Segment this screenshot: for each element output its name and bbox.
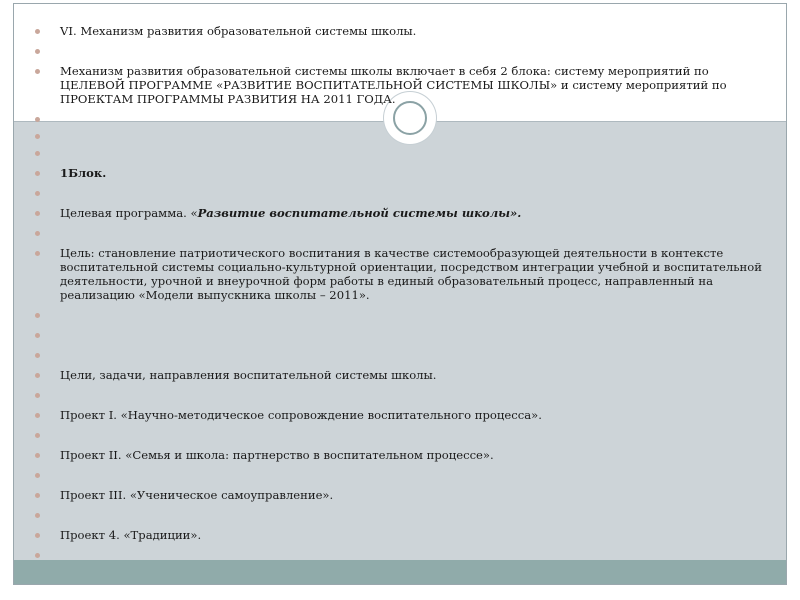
bullet-icon xyxy=(35,211,40,216)
list-item xyxy=(32,408,772,422)
list-item xyxy=(32,24,772,38)
list-item xyxy=(32,548,772,562)
project-1: Проект I. «Научно-методическое сопровождение воспитательного процесса». xyxy=(60,408,542,422)
bullet-icon xyxy=(35,69,40,74)
bullet-icon xyxy=(35,533,40,538)
bullet-icon xyxy=(35,333,40,338)
bullet-icon xyxy=(35,191,40,196)
bullet-icon xyxy=(35,413,40,418)
bullet-icon xyxy=(35,513,40,518)
list-item xyxy=(32,508,772,522)
list-item xyxy=(32,448,772,462)
list-item xyxy=(32,348,772,362)
bullet-icon xyxy=(35,313,40,318)
intro-text: Механизм развития образовательной системы школы включает в себя 2 блока: систему мероприятий по ЦЕЛЕВОЙ ПРОГРАММЕ «РАЗВИТИЕ ВОСПИТАТЕЛЬНОЙ СИСТЕМЫ ШКОЛЫ» и систему мероприятий по ПРОЕКТАМ ПРОГРАММЫ РАЗВИТИЯ НА 2011 ГОДА. xyxy=(60,64,727,106)
project-3: Проект III. «Ученическое самоуправление». xyxy=(60,488,334,502)
bullet-icon xyxy=(35,473,40,478)
list-item xyxy=(32,368,772,382)
bullet-icon xyxy=(35,433,40,438)
goals-heading: Цели, задачи, направления воспитательной системы школы. xyxy=(60,368,437,382)
list-item xyxy=(32,64,772,106)
list-item xyxy=(32,146,772,160)
list-item xyxy=(32,388,772,402)
bullet-icon xyxy=(35,251,40,256)
list-item xyxy=(32,308,772,322)
list-item xyxy=(32,129,772,143)
bullet-icon xyxy=(35,231,40,236)
bullet-icon xyxy=(35,553,40,558)
block-heading: 1Блок. xyxy=(60,166,107,180)
list-item xyxy=(32,206,772,220)
list-item xyxy=(32,428,772,442)
bullet-icon xyxy=(35,29,40,34)
list-item xyxy=(32,488,772,502)
list-item xyxy=(32,528,772,542)
bullet-icon xyxy=(35,171,40,176)
bullet-icon xyxy=(35,493,40,498)
list-item xyxy=(32,166,772,180)
list-item xyxy=(32,112,772,126)
list-item xyxy=(32,226,772,240)
bullet-icon xyxy=(35,151,40,156)
slide-content xyxy=(32,24,772,568)
list-item xyxy=(32,44,772,58)
bullet-icon xyxy=(35,117,40,122)
bullet-icon xyxy=(35,373,40,378)
bullet-icon xyxy=(35,134,40,139)
bullet-icon xyxy=(35,353,40,358)
slide-title: VI. Механизм развития образовательной системы школы. xyxy=(60,24,417,38)
project-4: Проект 4. «Традиции». xyxy=(60,528,202,542)
goal-text: Цель: становление патриотического воспитания в качестве системообразующей деятельности в контексте воспитательной системы социально-культурной ориентации, посредством интеграции учебной и воспитательной деятельности, урочной и внеурочной форм работы в единый образовательный процесс, направленный на реализацию «Модели выпускника школы – 2011». xyxy=(60,246,762,302)
bullet-icon xyxy=(35,49,40,54)
list-item xyxy=(32,186,772,200)
bullet-icon xyxy=(35,393,40,398)
slide xyxy=(13,3,787,585)
target-program-name: Развитие воспитательной системы школы». xyxy=(197,206,522,220)
list-item xyxy=(32,468,772,482)
bullet-icon xyxy=(35,453,40,458)
list-item xyxy=(32,246,772,302)
list-item xyxy=(32,328,772,342)
target-program-prefix: Целевая программа. « xyxy=(60,206,198,220)
project-2: Проект II. «Семья и школа: партнерство в воспитательном процессе». xyxy=(60,448,494,462)
